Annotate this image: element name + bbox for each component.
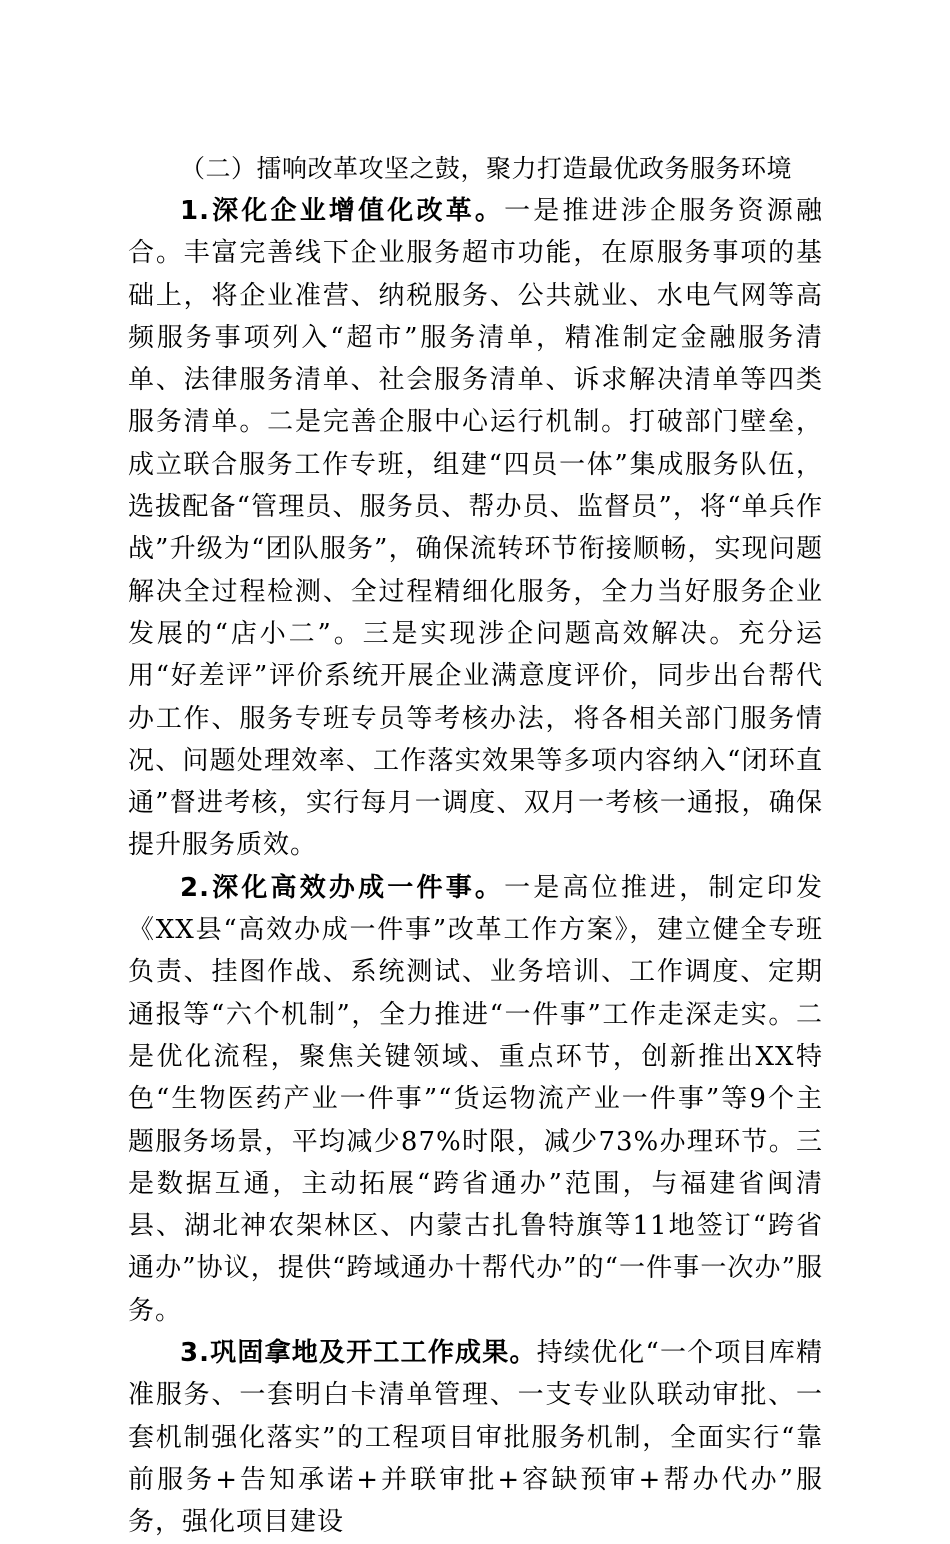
paragraph-1 — [128, 190, 823, 867]
paragraph-2 — [128, 867, 823, 1332]
paragraph-1-lead: 1.深化企业增值化改革。 — [180, 196, 505, 226]
paragraph-3-body: 持续优化“一个项目库精准服务、一套明白卡清单管理、一支专业队联动审批、一套机制强化落实”的工程项目审批服务机制，全面实行“靠前服务+告知承诺+并联审批+容缺预审+帮办代办”服务，强化项目建设 — [128, 1338, 824, 1538]
paragraph-3-lead: 3.巩固拿地及开工工作成果。 — [180, 1338, 537, 1369]
paragraph-3 — [128, 1332, 823, 1543]
paragraph-2-body: 一是高位推进，制定印发《XX县“高效办成一件事”改革工作方案》，建立健全专班负责、挂图作战、系统测试、业务培训、工作调度、定期通报等“六个机制”，全力推进“一件事”工作走深走实。二是优化流程，聚焦关键领域、重点环节，创新推出XX特色“生物医药产业一件事”“货运物流产业一件事”等9个主题服务场景，平均减少87%时限，减少73%办理环节。三是数据互通，主动拓展“跨省通办”范围，与福建省闽清县、湖北神农架林区、内蒙古扎鲁特旗等11地签订“跨省通办”协议，提供“跨域通办十帮代办”的“一件事一次办”服务。 — [128, 872, 823, 1326]
paragraph-2-lead: 2.深化高效办成一件事。 — [180, 872, 505, 903]
document-body — [128, 148, 823, 1544]
section-heading: （二）擂响改革攻坚之鼓，聚力打造最优政务服务环境 — [180, 154, 793, 183]
paragraph-1-body: 一是推进涉企服务资源融合。丰富完善线下企业服务超市功能，在原服务事项的基础上，将企业准营、纳税服务、公共就业、水电气网等高频服务事项列入“超市”服务清单，精准制定金融服务清单、法律服务清单、社会服务清单、诉求解决清单等四类服务清单。二是完善企服中心运行机制。打破部门壁垒，成立联合服务工作专班，组建“四员一体”集成服务队伍，选拔配备“管理员、服务员、帮办员、监督员”，将“单兵作战”升级为“团队服务”，确保流转环节衔接顺畅，实现问题解决全过程检测、全过程精细化服务，全力当好服务企业发展的“店小二”。三是实现涉企问题高效解决。充分运用“好差评”评价系统开展企业满意度评价，同步出台帮代办工作、服务专班专员等考核办法，将各相关部门服务情况、问题处理效率、工作落实效果等多项内容纳入“闭环直通”督进考核，实行每月一调度、双月一考核一通报，确保提升服务质效。 — [128, 196, 823, 861]
